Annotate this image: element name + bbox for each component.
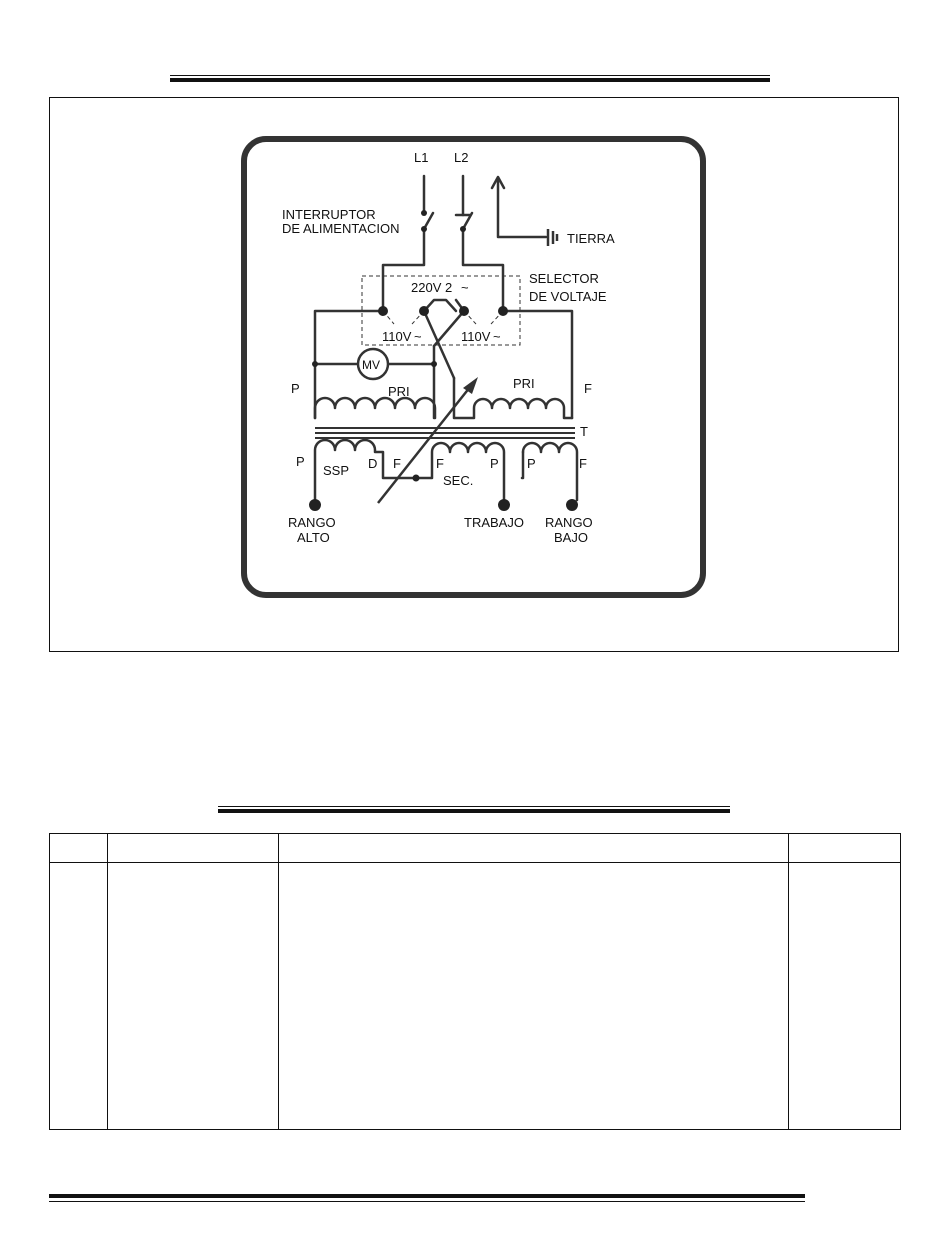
label-d: D xyxy=(368,456,378,471)
l1-to-selector xyxy=(383,229,424,311)
ground-wire xyxy=(498,178,546,237)
label-selector-1: SELECTOR xyxy=(529,271,599,286)
table-header-cell xyxy=(108,834,279,863)
table-header-row xyxy=(50,834,901,863)
secondary-link xyxy=(522,452,523,478)
label-sec: SEC. xyxy=(443,473,474,488)
label-range-low-1: RANGO xyxy=(545,515,593,530)
label-primary-left: PRI xyxy=(388,384,410,399)
label-110v-right: 110V xyxy=(461,329,491,344)
footer-rule-thick xyxy=(49,1194,805,1198)
label-range-low-2: BAJO xyxy=(554,530,588,545)
label-f-sec-2: F xyxy=(436,456,444,471)
tilde-110v-right: ~ xyxy=(493,329,501,344)
selector-cross-a xyxy=(424,300,456,311)
secondary-right-coil xyxy=(523,443,577,500)
tilde-220v: ~ xyxy=(461,280,469,295)
terminal-range-high xyxy=(309,499,321,511)
label-primary-right: PRI xyxy=(513,376,535,391)
table-row xyxy=(50,863,901,1130)
label-p-left-top: P xyxy=(291,381,300,396)
table-cell xyxy=(108,863,279,1130)
label-power-switch-2: DE ALIMENTACION xyxy=(282,221,400,236)
label-220v: 220V 2 xyxy=(411,280,453,295)
tilde-110v-left: ~ xyxy=(414,329,422,344)
label-f-sec-1: F xyxy=(393,456,401,471)
label-110v-left: 110V xyxy=(382,329,412,344)
label-transformer: T xyxy=(580,424,588,439)
table-header-cell xyxy=(50,834,108,863)
footer-rule-thin xyxy=(49,1201,805,1202)
label-work: TRABAJO xyxy=(464,515,524,530)
terminal-work xyxy=(498,499,510,511)
label-l1: L1 xyxy=(414,150,429,165)
ground-symbol xyxy=(548,229,557,246)
table-cell xyxy=(279,863,789,1130)
label-p-sec-mid: P xyxy=(490,456,499,471)
l2-to-selector xyxy=(463,229,503,311)
terminal-range-low xyxy=(566,499,578,511)
label-l2: L2 xyxy=(454,150,469,165)
label-ground: TIERRA xyxy=(567,231,615,246)
label-voltmeter: MV xyxy=(362,358,380,372)
label-power-switch-1: INTERRUPTOR xyxy=(282,207,376,222)
selector-cross-c xyxy=(434,311,464,346)
label-f-right-top: F xyxy=(584,381,592,396)
table-header-cell xyxy=(789,834,901,863)
label-p-sec-left: P xyxy=(296,454,305,469)
parts-table xyxy=(49,833,901,1130)
table-title-rule-thick xyxy=(218,809,730,813)
label-f-sec-right: F xyxy=(579,456,587,471)
table-header-cell xyxy=(279,834,789,863)
table-cell xyxy=(50,863,108,1130)
label-range-high-1: RANGO xyxy=(288,515,336,530)
label-range-high-2: ALTO xyxy=(297,530,330,545)
table-title-rule-thin xyxy=(218,806,730,807)
label-selector-2: DE VOLTAJE xyxy=(529,289,607,304)
label-p-sec-right: P xyxy=(527,456,536,471)
label-ssp: SSP xyxy=(323,463,350,478)
table-cell xyxy=(789,863,901,1130)
